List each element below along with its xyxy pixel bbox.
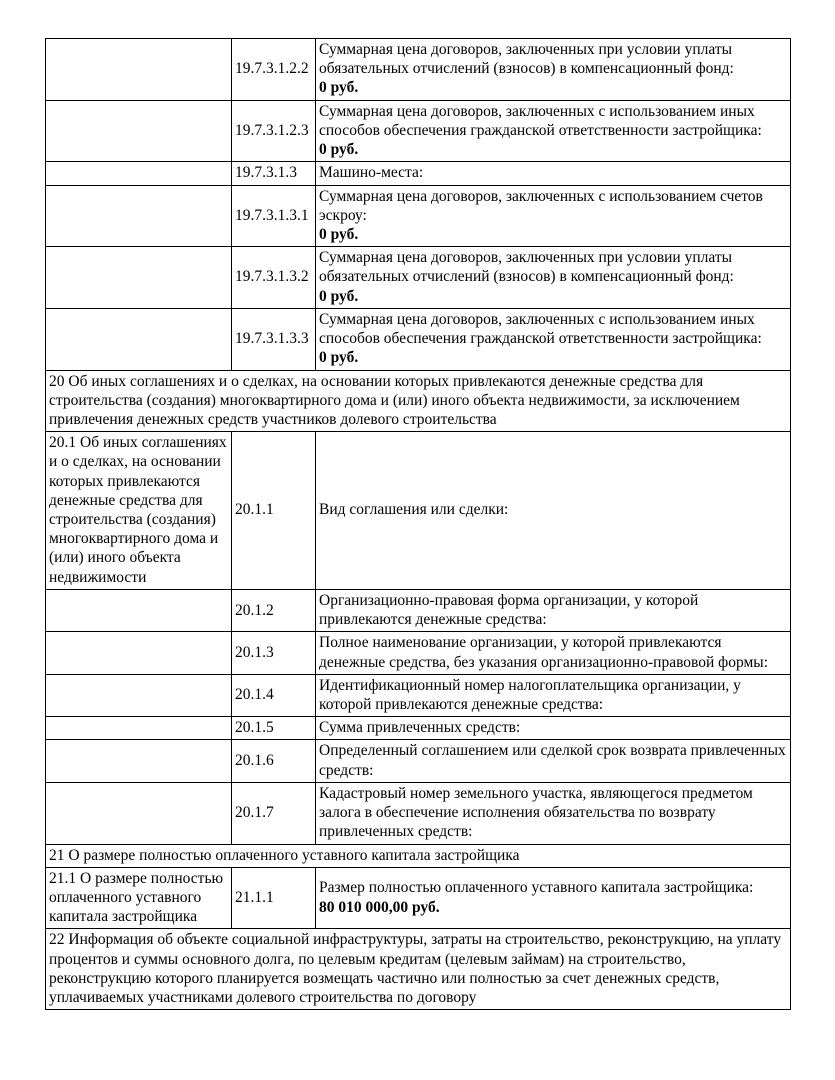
row-code: 19.7.3.1.3.3 (232, 308, 316, 370)
table-row (46, 432, 791, 590)
row-desc-cell (46, 247, 232, 309)
field-value: 0 руб. (319, 287, 359, 305)
row-desc-cell (46, 674, 232, 716)
row-code: 21.1.1 (232, 867, 316, 929)
section-21-header: 21 О размере полностью оплаченного уставного капитала застройщика (46, 844, 791, 867)
row-content-cell (316, 717, 791, 740)
section-header-row (46, 844, 791, 867)
table-row (46, 39, 791, 101)
field-label: Организационно-правовая форма организации, у которой привлекаются денежные средства: (319, 591, 699, 629)
row-content-cell (316, 589, 791, 631)
field-label: Суммарная цена договоров, заключенных с использованием иных способов обеспечения гражданской ответственности застройщика: (319, 310, 762, 348)
row-desc-cell (46, 782, 232, 844)
row-code: 20.1.1 (232, 432, 316, 590)
row-code: 20.1.5 (232, 717, 316, 740)
row-content-cell (316, 308, 791, 370)
table-row (46, 162, 791, 185)
row-content-cell (316, 432, 791, 590)
row-content-cell (316, 185, 791, 247)
field-label: Определенный соглашением или сделкой срок возврата привлеченных средств: (319, 742, 786, 779)
row-code: 20.1.3 (232, 632, 316, 674)
row-desc-cell (46, 717, 232, 740)
field-label: Размер полностью оплаченного уставного капитала застройщика: (319, 879, 754, 897)
table-row (46, 185, 791, 247)
table-row (46, 740, 791, 782)
table-row (46, 308, 791, 370)
row-desc-cell (46, 185, 232, 247)
field-label: Полное наименование организации, у которой привлекаются денежные средства, без указания организационно-правовой формы: (319, 634, 769, 671)
section-22-header: 22 Информация об объекте социальной инфраструктуры, затраты на строительство, реконструкцию, на уплату процентов и суммы основного долга, по целевым кредитам (целевым займам) на строительство, реконструкцию которого планируется возмещать частично или полностью за счет денежных средств, уплачиваемых участниками долевого строительства по договору (46, 929, 791, 1010)
row-desc-cell: 21.1 О размере полностью оплаченного уставного капитала застройщика (46, 867, 232, 929)
row-code: 19.7.3.1.3 (232, 162, 316, 185)
field-label: Вид соглашения или сделки: (319, 501, 509, 519)
row-code: 19.7.3.1.3.2 (232, 247, 316, 309)
field-label: Кадастровый номер земельного участка, являющегося предметом залога в обеспечение исполнения обязательства по возврату привлеченных средств: (319, 784, 753, 841)
row-desc-cell (46, 589, 232, 631)
field-label: Машино-места: (319, 164, 424, 182)
table-row (46, 717, 791, 740)
table-row (46, 782, 791, 844)
row-content-cell (316, 782, 791, 844)
row-code: 19.7.3.1.3.1 (232, 185, 316, 247)
row-content-cell (316, 740, 791, 782)
table-row (46, 674, 791, 716)
row-content-cell (316, 867, 791, 929)
row-content-cell (316, 100, 791, 162)
field-value: 0 руб. (319, 141, 359, 159)
row-code: 19.7.3.1.2.2 (232, 39, 316, 101)
section-header-row (46, 370, 791, 432)
row-desc-cell (46, 100, 232, 162)
table-row (46, 100, 791, 162)
field-value: 0 руб. (319, 349, 359, 367)
declaration-table (45, 38, 791, 1010)
row-code: 20.1.4 (232, 674, 316, 716)
field-label: Суммарная цена договоров, заключенных с использованием счетов эскроу: (319, 187, 763, 224)
table-row (46, 632, 791, 674)
row-content-cell (316, 674, 791, 716)
row-code: 19.7.3.1.2.3 (232, 100, 316, 162)
row-desc-cell (46, 740, 232, 782)
field-label: Суммарная цена договоров, заключенных при условии уплаты обязательных отчислений (взносов) в компенсационный фонд: (319, 41, 734, 78)
row-desc-cell (46, 632, 232, 674)
field-label: Суммарная цена договоров, заключенных с использованием иных способов обеспечения гражданской ответственности застройщика: (319, 102, 762, 139)
section-header-row (46, 929, 791, 1010)
row-content-cell (316, 247, 791, 309)
row-desc-cell: 20.1 Об иных соглашениях и о сделках, на основании которых привлекаются денежные средства для строительства (создания) многоквартирного дома и (или) иного объекта недвижимости (46, 432, 232, 590)
field-value: 80 010 000,00 руб. (319, 898, 440, 916)
field-value: 0 руб. (319, 225, 359, 243)
row-code: 20.1.2 (232, 589, 316, 631)
row-code: 20.1.6 (232, 740, 316, 782)
table-row (46, 589, 791, 631)
section-20-header: 20 Об иных соглашениях и о сделках, на основании которых привлекаются денежные средства для строительства (создания) многоквартирного дома и (или) иного объекта недвижимости, за исключением привлечения денежных средств участников долевого строительства (46, 370, 791, 432)
row-desc-cell (46, 162, 232, 185)
field-value: 0 руб. (319, 79, 359, 97)
row-content-cell (316, 39, 791, 101)
row-desc-cell (46, 308, 232, 370)
row-desc-cell (46, 39, 232, 101)
row-content-cell (316, 162, 791, 185)
table-row (46, 867, 791, 929)
field-label: Суммарная цена договоров, заключенных при условии уплаты обязательных отчислений (взносов) в компенсационный фонд: (319, 249, 734, 286)
row-content-cell (316, 632, 791, 674)
field-label: Идентификационный номер налогоплательщика организации, у которой привлекаются денежные средства: (319, 676, 741, 713)
table-row (46, 247, 791, 309)
row-code: 20.1.7 (232, 782, 316, 844)
field-label: Сумма привлеченных средств: (319, 719, 521, 737)
